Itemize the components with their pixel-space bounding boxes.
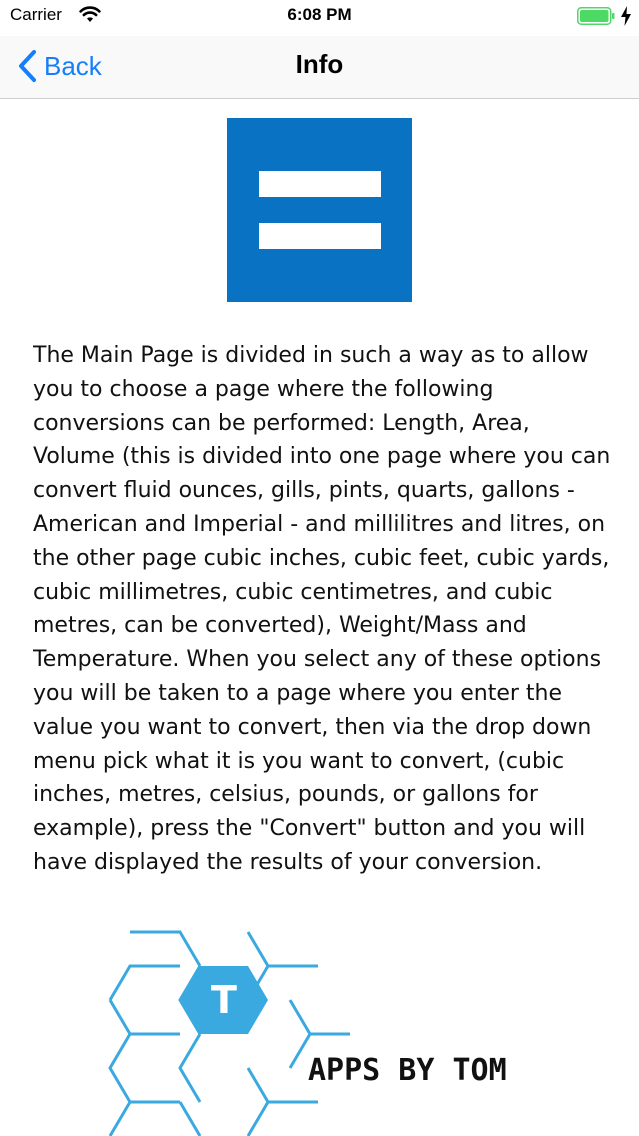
logo-letter: T — [211, 978, 237, 1022]
apps-by-tom-logo — [108, 928, 538, 1136]
charging-bolt-icon — [620, 6, 632, 26]
navigation-bar — [0, 36, 639, 99]
page-title: Info — [295, 49, 344, 79]
equals-icon — [227, 118, 412, 302]
battery-icon — [577, 7, 615, 25]
equals-bar-bottom — [259, 223, 381, 249]
info-description: The Main Page is divided in such a way as to allow you to choose a page where the following conversions can be performed: Length, Area, Volume (this is divided into one page where you can convert fluid ounces, gills, pints, quarts, gallons - American and Imperial - and millilitres and litres, on the other page cubic inches, cubic feet, cubic yards, cubic millimetres, cubic centimetres, and cubic metres, can be converted), Weight/Mass and Temperature. When you select any of these options you will be taken to a page where you enter the value you want to convert, then via the drop down menu pick what it is you want to convert, (cubic inches, metres, celsius, pounds, or gallons for example), press the "Convert" button and you will have displayed the results of your conversion. — [33, 343, 611, 875]
status-bar — [0, 0, 639, 36]
back-label: Back — [44, 50, 102, 81]
carrier-label: Carrier — [10, 5, 62, 24]
logo-text: APPS BY TOM — [308, 1053, 507, 1088]
equals-bar-top — [259, 171, 381, 197]
clock-time: 6:08 PM — [287, 5, 352, 24]
